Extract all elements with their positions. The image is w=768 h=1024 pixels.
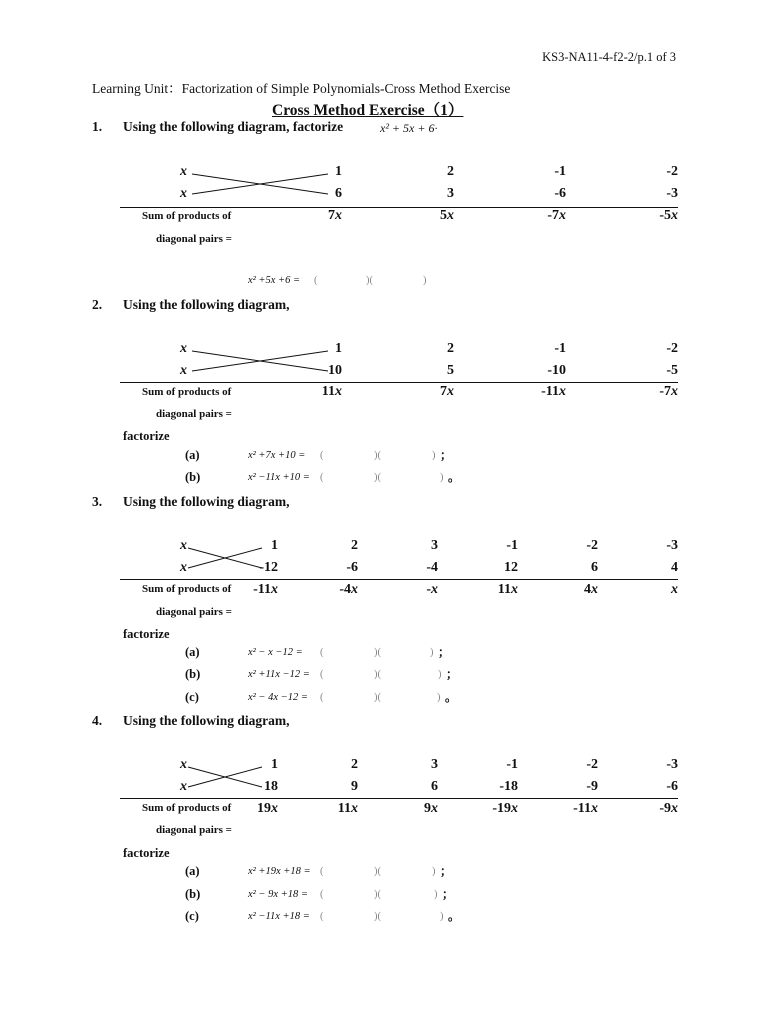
q3-part-1-semicolon: ； [438, 645, 451, 659]
q3-rule [120, 579, 678, 580]
q4-part-equation-2: x² − 9x +18 = [248, 889, 308, 900]
page-reference: KS3-NA11-4-f2-2/p.1 of 3 [542, 50, 676, 64]
q1-paren-close: ) [423, 275, 427, 286]
q4-top-value-2: 2 [351, 757, 358, 772]
q3-part-equation-3: x² − 4x −12 = [248, 692, 308, 703]
q2-sum-label-2: diagonal pairs = [156, 408, 232, 420]
q3-sum-value-2: -4x [339, 582, 358, 597]
q4-part-1-semicolon: ； [440, 864, 453, 878]
q2-sum-value-1: 11x [321, 384, 342, 399]
q4-top-value-6: -3 [666, 757, 678, 772]
q4-bottom-value-3: 6 [431, 779, 438, 794]
q4-part-3-paren-close: ) [440, 911, 444, 922]
q4-var-bottom: x [180, 779, 187, 794]
q2-part-2-paren-close: ) [440, 472, 444, 483]
q4-rule [120, 798, 678, 799]
q3-sum-value-4: 11x [497, 582, 518, 597]
q4-sum-value-4: -19x [492, 801, 518, 816]
q4-top-value-4: -1 [506, 757, 518, 772]
q3-var-top: x [180, 538, 187, 553]
q3-bottom-value-6: 4 [671, 560, 678, 575]
q2-top-value-3: -1 [554, 341, 566, 356]
q3-part-label-3: (c) [185, 690, 199, 704]
q2-bottom-value-4: -5 [666, 363, 678, 378]
q1-bottom-value-4: -3 [666, 186, 678, 201]
q3-part-3-end-mark: 。 [445, 690, 458, 704]
q2-number: 2. [92, 297, 103, 312]
q2-sum-value-3: -11x [541, 384, 566, 399]
q1-equation: x² +5x +6 = [248, 275, 301, 286]
q3-top-value-3: 3 [431, 538, 438, 553]
q3-part-equation-1: x² − x −12 = [248, 647, 303, 658]
q3-number: 3. [92, 494, 103, 509]
q3-bottom-value-5: 6 [591, 560, 598, 575]
q2-part-1-paren-open: ( [320, 450, 324, 461]
q3-sum-value-5: 4x [584, 582, 598, 597]
q1-bottom-value-1: 6 [335, 186, 342, 201]
q2-bottom-value-3: -10 [547, 363, 566, 378]
q4-top-value-1: 1 [271, 757, 278, 772]
q4-part-2-paren-close: ) [434, 889, 438, 900]
q4-sum-value-1: 19x [257, 801, 278, 816]
q4-bottom-value-4: -18 [499, 779, 518, 794]
q2-sum-value-4: -7x [659, 384, 678, 399]
q2-instruction: Using the following diagram, [123, 297, 290, 312]
q4-part-3-paren-open: ( [320, 911, 324, 922]
q4-sum-label-1: Sum of products of [142, 802, 232, 814]
q4-part-equation-1: x² +19x +18 = [248, 866, 311, 877]
q1-rule [120, 207, 678, 208]
q4-cross-lines [188, 765, 268, 791]
q4-sum-value-5: -11x [573, 801, 598, 816]
q1-sum-label-2: diagonal pairs = [156, 233, 232, 245]
q3-part-3-paren-close: ) [437, 692, 441, 703]
q3-part-2-semicolon: ； [446, 667, 459, 681]
q2-part-1-paren-mid: )( [374, 450, 381, 461]
q4-sum-label-2: diagonal pairs = [156, 824, 232, 836]
q3-bottom-value-1: -12 [259, 560, 278, 575]
q1-expression: x² + 5x + 6· [380, 121, 438, 135]
q2-part-equation-1: x² +7x +10 = [248, 450, 306, 461]
q4-part-2-paren-mid: )( [374, 889, 381, 900]
q4-bottom-value-2: 9 [351, 779, 358, 794]
q3-top-value-4: -1 [506, 538, 518, 553]
q4-top-value-5: -2 [586, 757, 598, 772]
q1-var-top: x [180, 164, 187, 179]
q2-part-2-end-mark: 。 [448, 470, 461, 484]
q4-part-1-paren-open: ( [320, 866, 324, 877]
q1-paren-mid: )( [366, 275, 373, 286]
q1-bottom-value-2: 3 [447, 186, 454, 201]
q2-var-top: x [180, 341, 187, 356]
q3-part-equation-2: x² +11x −12 = [248, 669, 310, 680]
q2-factorize: factorize [123, 429, 170, 443]
q4-part-1-paren-mid: )( [374, 866, 381, 877]
q1-sum-value-3: -7x [547, 208, 566, 223]
q2-part-label-1: (a) [185, 448, 200, 462]
q3-bottom-value-3: -4 [426, 560, 438, 575]
q3-sum-label-2: diagonal pairs = [156, 606, 232, 618]
q2-top-value-1: 1 [335, 341, 342, 356]
q4-part-label-1: (a) [185, 864, 200, 878]
q3-part-3-paren-open: ( [320, 692, 324, 703]
q4-part-3-paren-mid: )( [374, 911, 381, 922]
q3-part-label-1: (a) [185, 645, 200, 659]
page-title: Cross Method Exercise（1） [272, 102, 464, 119]
q3-top-value-5: -2 [586, 538, 598, 553]
q2-rule [120, 382, 678, 383]
q1-sum-label-1: Sum of products of [142, 210, 232, 222]
q4-bottom-value-5: -9 [586, 779, 598, 794]
learning-unit-line: Learning Unit：Factorization of Simple Polynomials-Cross Method Exercise [92, 81, 511, 96]
q2-var-bottom: x [180, 363, 187, 378]
q2-part-equation-2: x² −11x +10 = [248, 472, 310, 483]
q1-sum-value-1: 7x [328, 208, 342, 223]
q3-part-1-paren-mid: )( [374, 647, 381, 658]
q4-part-1-paren-close: ) [432, 866, 436, 877]
q4-var-top: x [180, 757, 187, 772]
q1-cross-lines [192, 172, 332, 198]
q1-bottom-value-3: -6 [554, 186, 566, 201]
q3-part-2-paren-close: ) [438, 669, 442, 680]
q3-sum-value-1: -11x [253, 582, 278, 597]
q3-part-3-paren-mid: )( [374, 692, 381, 703]
q3-instruction: Using the following diagram, [123, 494, 290, 509]
q2-sum-label-1: Sum of products of [142, 386, 232, 398]
q1-var-bottom: x [180, 186, 187, 201]
q3-sum-value-6: x [671, 582, 678, 597]
q3-factorize: factorize [123, 627, 170, 641]
q4-factorize: factorize [123, 846, 170, 860]
q4-part-2-semicolon: ； [442, 887, 455, 901]
q1-top-value-2: 2 [447, 164, 454, 179]
q1-top-value-4: -2 [666, 164, 678, 179]
q4-sum-value-2: 11x [337, 801, 358, 816]
q3-bottom-value-2: -6 [346, 560, 358, 575]
q1-top-value-3: -1 [554, 164, 566, 179]
q2-bottom-value-1: 10 [328, 363, 342, 378]
q3-top-value-6: -3 [666, 538, 678, 553]
q2-top-value-4: -2 [666, 341, 678, 356]
q4-part-label-2: (b) [185, 887, 201, 901]
q3-bottom-value-4: 12 [504, 560, 518, 575]
q4-part-3-end-mark: 。 [448, 909, 461, 923]
q4-sum-value-6: -9x [659, 801, 678, 816]
q1-top-value-1: 1 [335, 164, 342, 179]
q2-part-label-2: (b) [185, 470, 201, 484]
q2-part-1-semicolon: ； [440, 448, 453, 462]
q3-sum-label-1: Sum of products of [142, 583, 232, 595]
q3-part-2-paren-open: ( [320, 669, 324, 680]
q3-part-label-2: (b) [185, 667, 201, 681]
q3-top-value-1: 1 [271, 538, 278, 553]
q4-bottom-value-1: 18 [264, 779, 278, 794]
q2-part-1-paren-close: ) [432, 450, 436, 461]
q1-sum-value-4: -5x [659, 208, 678, 223]
q4-instruction: Using the following diagram, [123, 713, 290, 728]
q4-part-2-paren-open: ( [320, 889, 324, 900]
q1-number: 1. [92, 119, 103, 134]
q3-part-2-paren-mid: )( [374, 669, 381, 680]
q3-top-value-2: 2 [351, 538, 358, 553]
q3-part-1-paren-close: ) [430, 647, 434, 658]
q2-part-2-paren-open: ( [320, 472, 324, 483]
q2-top-value-2: 2 [447, 341, 454, 356]
q1-instruction: Using the following diagram, factorize [123, 119, 344, 134]
q4-number: 4. [92, 713, 103, 728]
q3-part-1-paren-open: ( [320, 647, 324, 658]
q4-top-value-3: 3 [431, 757, 438, 772]
q3-var-bottom: x [180, 560, 187, 575]
q4-sum-value-3: 9x [424, 801, 438, 816]
q2-sum-value-2: 7x [440, 384, 454, 399]
q4-part-label-3: (c) [185, 909, 199, 923]
q3-sum-value-3: -x [426, 582, 438, 597]
q4-bottom-value-6: -6 [666, 779, 678, 794]
q4-part-equation-3: x² −11x +18 = [248, 911, 310, 922]
q1-sum-value-2: 5x [440, 208, 454, 223]
q2-part-2-paren-mid: )( [374, 472, 381, 483]
q2-cross-lines [192, 349, 332, 375]
q1-paren-open: ( [314, 275, 318, 286]
q3-cross-lines [188, 546, 268, 572]
q2-bottom-value-2: 5 [447, 363, 454, 378]
